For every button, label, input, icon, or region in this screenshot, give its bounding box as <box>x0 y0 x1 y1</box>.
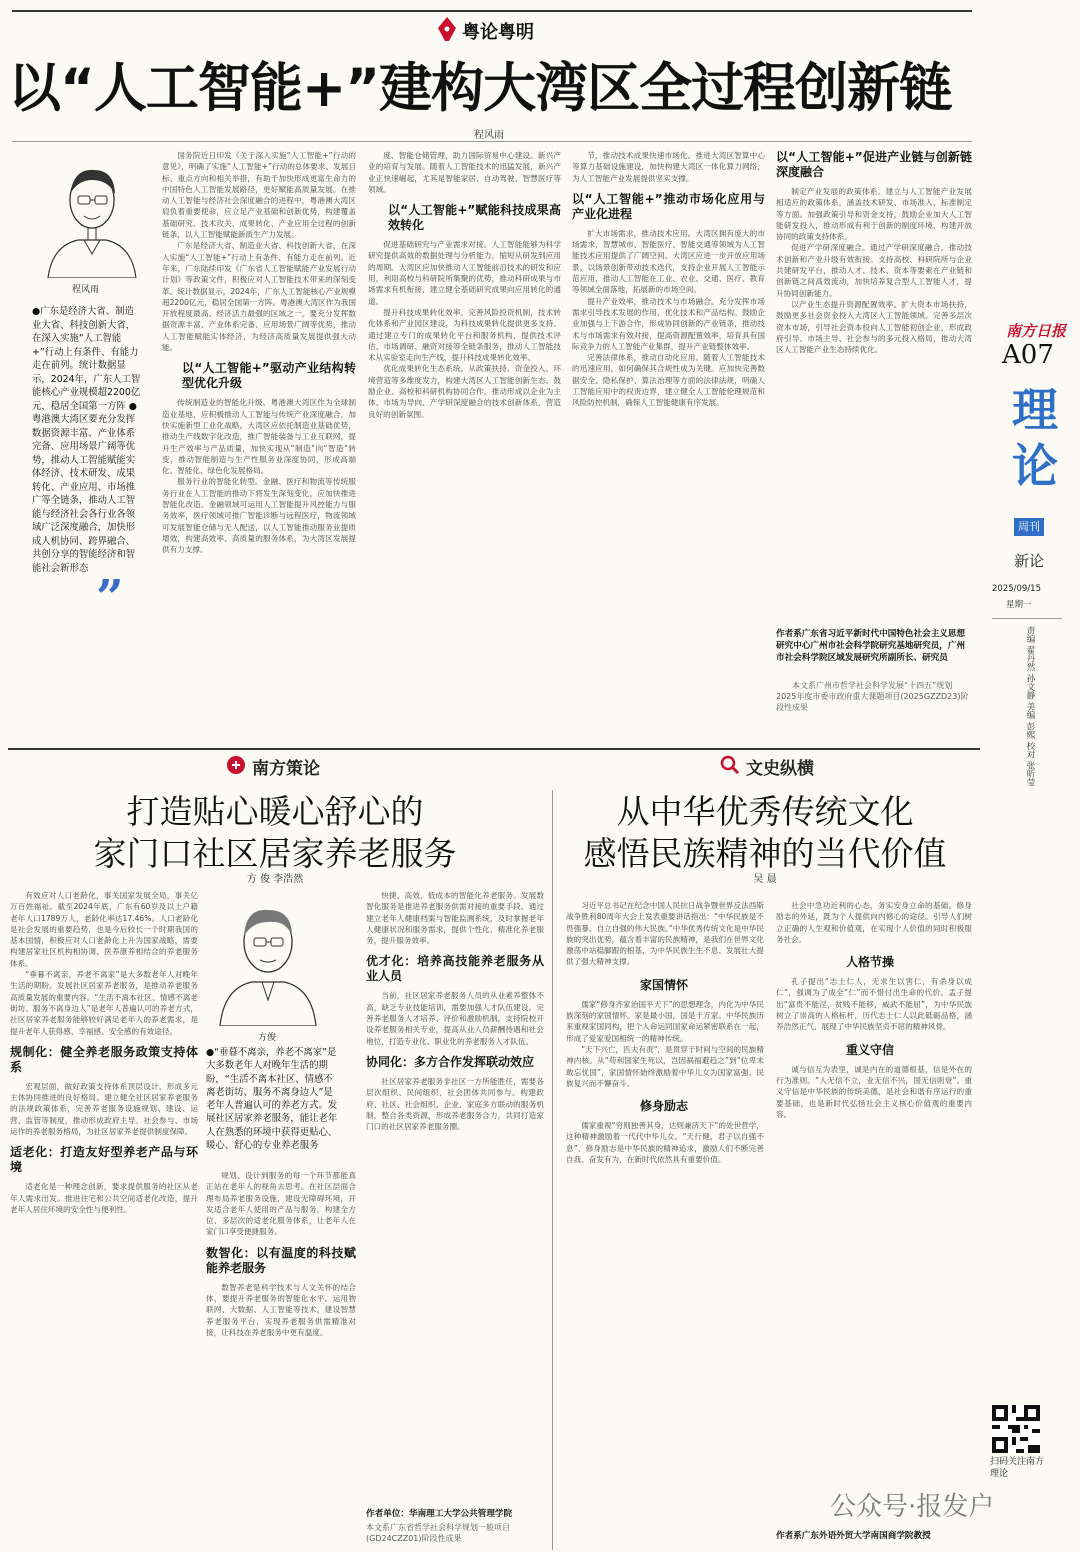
portrait-caption: 程风雨 <box>72 285 100 295</box>
article2-heading-2: 适老化：打造友好型养老产品与环境 <box>10 1145 198 1175</box>
article1-col3: 节，推动技术成果快速市场化。推进大湾区智算中心等算力基础设施建设，加快构建大湾区一体化算力网络，为人工智能产业发展提供坚实支撑。 以“人工智能+”推动市场化应用与产业化进程 扩大市场需求，推动技术应用。大湾区拥有庞大的市场需求，智慧城市、智能医疗、智能交通等领域为人工智能技术应用提供了广阔空间。 大湾区应进一步开放应用场景，以场景创新带动技术迭代，支持企业开展人工智能示范应用，推动人工智能在工业、农业、交通、医疗、教育等领域全面落地，拓展新的市场空间。 提升产业效率，推动技术与市场融合。充分发挥市场需求引导技术发展的作用，优化技术和产品结构。 鼓励企业加强与上下游合作，形成协同创新的产业链条，推动技术与市场需求有效对接，提高资源配置效率，培育具有国际竞争力的人工智能产业集群，提升产业链整体效率。 完善法律体系，推动自动化应用。随着人工智能技术的迅速应用，如何确保其合规性成为关键。 应加快完善数据安全、隐私保护、算法治理等方面的法律法规，明确人工智能应用中的权责边界，建立健全人工智能伦理规范和风险防控机制，确保人工智能健康有序发展。 <box>572 150 765 710</box>
article3-column-badge: 文史纵横 <box>720 752 860 778</box>
article2-fund-note: 本文系广东省哲学社会科学规划一般项目(GD24CZZ01)阶段性成果 <box>366 1523 510 1543</box>
side-panel <box>980 300 1076 840</box>
article3-heading-4: 重义守信 <box>846 1042 895 1057</box>
article3-byline: 吴 晨 <box>753 874 777 885</box>
article2-byline: 方 俊 李浩然 <box>246 874 304 885</box>
article2-heading-1: 规制化：健全养老服务政策支持体系 <box>10 1044 198 1074</box>
main-byline: 程风雨 <box>474 130 504 141</box>
article2-heading-4: 优才化：培养高技能养老服务从业人员 <box>366 954 544 984</box>
article2-author-note: 作者单位：华南理工大学公共管理学院 <box>366 1509 513 1519</box>
article2-heading-5: 协同化：多方合作发挥联动效应 <box>366 1054 535 1069</box>
article2-column-badge: 南方策论 <box>226 752 356 778</box>
article1-heading-2: 以“人工智能+”赋能科技成果高效转化 <box>388 203 561 233</box>
article3-heading-1: 家国情怀 <box>640 977 689 992</box>
article3-title-line2: 感悟民族精神的当代价值 <box>583 834 947 873</box>
article1-fund-note: 本文系广州市哲学社会科学发展“十四五”规划2025年度市委市政府重大课题项目(2025GZZD23)阶段性成果 <box>776 681 969 712</box>
quote-mark-icon: ” <box>96 570 124 626</box>
page-number: A07 <box>1002 340 1054 370</box>
author-portrait <box>38 150 146 278</box>
article2-col3: 快捷、高效、低成本的智能化养老服务。发展数智化服务是推进养老服务供需对接的重要手段。 通过建立老年人健康档案与智能监测系统，及时掌握老年人健康状况和服务需求，提供个性化、精准化养老服务，提升服务效率。 优才化：培养高技能养老服务从业人员 当前，社区居家养老服务人员的从业素养整体不高，缺乏专业技能培训，需要加强人才队伍建设。 完善养老服务人才培养、评价和激励机制，支持院校开设养老服务相关专业，提高从业人员薪酬待遇和社会地位，打造专业化、职业化的养老服务人才队伍。 协同化：多方合作发挥联动效应 社区居家养老服务非社区一方所能胜任，需要各层次组织、民间组织、社会团体共同参与。 构建政府、社区、社会组织、企业、家庭多方联动的服务机制，整合各类资源，形成养老服务合力，共同打造家门口的社区居家养老服务圈。 <box>366 890 544 1545</box>
search-icon <box>720 755 740 775</box>
column-name: 粤论粤明 <box>462 22 534 43</box>
qr-code[interactable] <box>992 1405 1040 1453</box>
article3-title-line1: 从中华优秀传统文化 <box>616 792 914 831</box>
article3-author-note: 作者系广东外语外贸大学南国商学院教授 <box>776 1531 931 1541</box>
pen-nib-icon <box>436 16 458 42</box>
main-summary: ●广东是经济大省、制造业大省、科技创新大省，在深入实施“人工智能+”行动上有条件、有能力走在前列。统计数据显示，2024年，广东人工智能核心产业规模超2200亿元，稳居全国第一方阵 ●粤港澳大湾区要充分发挥数据资源丰富、产业体系完备、应用场景广阔等优势，推动人工智能赋能实体经济、技术研发、成果转化、产业应用、市场推广等全链条，推动人工智能与经济社会各行业各领域广泛深度融合，加快形成人机协同、跨界融合、共创分享的智能经济和智能社会新形态 <box>32 306 141 574</box>
column-badge <box>432 14 582 44</box>
article3-heading-3: 人格节操 <box>846 955 895 970</box>
seal-icon <box>226 755 246 775</box>
article1-heading-1: 以“人工智能+”驱动产业结构转型优化升级 <box>182 361 356 391</box>
article3-col1: 习近平总书记在纪念中国人民抗日战争暨世界反法西斯战争胜利80周年大会上发表重要讲话指出：“中华民族是不畏强暴、自立自强的伟大民族。” 中华优秀传统文化是中华民族的突出优势，蕴含着丰富的民族精神，是我们在世界文化激荡中站稳脚跟的根基，为中华民族生生不息、发展壮大提供了强大精神支撑。 家国情怀 儒家“修身齐家治国平天下”的思想理念，内化为中华民族深刻的家国情怀。 家是最小国，国是千万家。中华民族历来重视家国同构，把个人命运同国家命运紧密联系在一起，形成了爱家爱国相统一的精神传统。 “天下兴亡，匹夫有责”，是贯穿于时间与空间的民族精神内核。 从“苟利国家生死以，岂因祸福避趋之”到“位卑未敢忘忧国”，家国情怀始终激励着中华儿女为国家富强、民族复兴而不懈奋斗。 修身励志 儒家重视“穷则独善其身，达则兼济天下”的处世哲学，这种精神激励着一代代中华儿女。 “天行健，君子以自强不息”，修身励志是中华民族的精神追求，激励人们不断完善自我、奋发有为，在新时代依然具有重要价值。 <box>566 900 764 1545</box>
article2-title-line2: 家门口社区居家养老服务 <box>93 834 457 873</box>
issue-date: 2025/09/15 <box>992 584 1041 594</box>
article1-col1: 国务院近日印发《关于深入实施“人工智能+”行动的意见》，明确了实施“人工智能+”行动的总体要求、发展目标、重点方向和相关举措，有助于加快形成更富生命力的中国特色人工智能发展路径，更好赋能高质量发展。 在推动人工智能与经济社会深度融合的进程中，粤港澳大湾区肩负着重要使命，应立足产业基础和创新优势，构建覆盖基础研究、技术攻关、成果转化、产业应用全过程的创新链条，以人工智能赋能新质生产力发展。 广东是经济大省、制造业大省、科技创新大省，在深入实施“人工智能+”行动上有条件、有能力走在前列。近年来，广东陆续印发《广东省人工智能赋能产业发展行动计划》等政策文件，积极应对人工智能技术带来的深刻变革。统计数据显示，2024年，广东人工智能核心产业规模超2200亿元，稳居全国第一方阵。 粤港澳大湾区作为我国开放程度最高、经济活力最强的区域之一，要充分发挥数据资源丰富、产业体系完备、应用场景广阔等优势，推动人工智能赋能实体经济，为经济高质量发展提供强大动能。 以“人工智能+”驱动产业结构转型优化升级 传统制造业的智能化升级。粤港澳大湾区作为全球制造业基地，应积极推动人工智能与传统产业深度融合，加快实施新型工业化战略。 大湾区应依托制造业基础优势，推动生产线数字化改造，推广智能装备与工业互联网，提升生产效率与产品质量，加快实现从“制造”向“智造”转变，推动智能制造与生产性服务业深度协同，形成高端化、智能化、绿色化发展格局。 服务行业的智能化转型。金融、医疗和物流等传统服务行业在人工智能的推动下将发生深刻变化，应加快推进智能化改造。 金融领域可运用人工智能提升风控能力与服务效率，医疗领域可推广智能诊断与远程医疗，物流领域可发展智能仓储与无人配送，以人工智能推动服务业提质增效，构建高效率、高质量的服务体系，为大湾区发展提供有力支撑。 <box>162 150 356 710</box>
article2-summary: ●“垂暮不离亲，养老不离家”是大多数老年人对晚年生活的期盼，“生活不离本社区、情感不离老街坊、服务不离身边人”是老年人普遍认可的养老方式。发展社区居家养老服务，能让老年人在熟悉的环境中获得更贴心、暖心、舒心的专业养老服务 <box>206 1047 338 1152</box>
weekly-badge: 周刊 <box>1014 518 1044 536</box>
article2-portrait-caption: 方俊 <box>258 1033 277 1043</box>
qr-caption: 扫码关注南方理论 <box>990 1457 1045 1479</box>
column-label: 新论 <box>1014 552 1045 570</box>
article2-title-line1: 打造贴心暖心舒心的 <box>126 792 424 831</box>
article1-col4: 以“人工智能+”促进产业链与创新链深度融合 制定产业发展的政策体系。建立与人工智能产业发展相适应的政策体系，涵盖技术研发、市场准入、标准制定等方面。 加强政策引导和资金支持，鼓励企业加大人工智能研发投入，推动形成有利于创新的制度环境，构建开放协同的政策支持体系。 促进产学研深度融合。通过产学研深度融合，推动技术创新和产业升级有效衔接。 支持高校、科研院所与企业共建研发平台，推动人才、技术、资本等要素在产业链和创新链之间高效流动，加快培养复合型人工智能人才，提升协同创新能力。 以产业生态提升资源配置效率。扩大资本市场扶持，鼓励更多社会资金投入大湾区人工智能领域。 完善多层次资本市场，引导社会资本投向人工智能初创企业，形成政府引导、市场主导、社会参与的多元投入格局，推动大湾区人工智能产业生态持续优化。 <box>776 150 972 630</box>
watermark: 公众号·报发户 <box>830 1492 995 1522</box>
article1-heading-3: 以“人工智能+”推动市场化应用与产业化进程 <box>572 191 765 221</box>
article1-col2: 度、智能仓储管理，助力国际贸易中心建设。新兴产业的培育与发展。随着人工智能技术的迅猛发展，新兴产业正快速崛起，尤其是智能家居、自动驾驶、智慧医疗等领域。 以“人工智能+”赋能科技成果高效转化 促进基础研究与产业需求对接。人工智能能够为科学研究提供高效的数据处理与分析能力，缩短从研发到应用的周期。 大湾区应加快推动人工智能前沿技术的研发和应用，利用高校与科研院所集聚的优势，推动科研成果与市场需求有机衔接，建立健全基础研究成果向应用转化的通道。 提升科技成果转化效率。完善风险投资机制，技术转化体系和产业园区建设，为科技成果转化提供更多支持。 通过建立专门的成果转化平台和服务机构，提供技术评估、市场调研、融资对接等全链条服务，推动人工智能技术从实验室走向生产线，提升科技成果转化效率。 优化成果转化生态系统。从政策扶持、资金投入、环境营造等多维度发力，构建大湾区人工智能创新生态。 鼓励企业、高校和科研机构协同合作，推动形成以企业为主体、市场为导向、产学研深度融合的技术创新体系，营造良好的创新氛围。 <box>368 150 561 710</box>
newspaper-logo: 南方日报 <box>1006 322 1067 340</box>
article3-col2: 社会中急功近利的心态，务实安身立命的基础。修身励志的外延，既为个人提供向内修心的途径。 引导人们树立正确的人生观和价值观，在实现个人价值的同时积极服务社会。 人格节操 孔子提出“志士仁人，无求生以害仁，有杀身以成仁”，强调为了成全“仁”而不惜付出生命的代价。 孟子提出“富贵不能淫，贫贱不能移，威武不能屈”，为中华民族树立了崇高的人格标杆，历代志士仁人以此砥砺品格，涵养浩然正气，展现了中华民族坚贞不屈的精神风骨。 重义守信 诚与信互为表里，诚是内在的道德根基，信是外在的行为准则。 “人无信不立，业无信不兴，国无信则衰”。重义守信是中华民族的传统美德，是社会和谐有序运行的重要基础，也是新时代弘扬社会主义核心价值观的重要内容。 <box>776 900 972 1520</box>
main-headline: 以“人工智能+”建构大湾区全过程创新链 <box>8 58 952 119</box>
article1-heading-4: 以“人工智能+”促进产业链与创新链深度融合 <box>776 150 972 179</box>
article2-col2-lower: 规划、设计到服务的每一个环节都能真正站在老年人的视角去思考。 在社区层面合理布局养老服务设施，建设无障碍环境，开发适合老年人使用的产品与服务，构建全方位、多层次的适老化服务体系，让老年人在家门口享受便捷服务。 数智化：以有温度的科技赋能养老服务 数智养老是科学技术与人文关怀的结合体，要提升养老服务的智能化水平。 运用物联网、大数据、人工智能等技术，建设智慧养老服务平台，实现养老服务供需精准对接，让科技在养老服务中更有温度。 <box>206 1170 356 1545</box>
issue-weekday: 星期一 <box>1006 600 1032 610</box>
article3-heading-2: 修身励志 <box>640 1099 689 1114</box>
article2-heading-3: 数智化：以有温度的科技赋能养老服务 <box>206 1245 356 1275</box>
section-title: 理论 <box>1012 383 1058 493</box>
article2-portrait <box>214 888 322 1026</box>
article2-col1: 有效应对人口老龄化，事关国家发展全局，事关亿万百姓福祉。截至2024年底，广东有60岁及以上户籍老年人口1789万人，老龄化率达17.46%。 人口老龄化是社会发展的重要趋势，也是今后较长一个时期我国的基本国情，积极应对人口老龄化上升为国家战略，需要构建居家社区机构相协调、医养康养相结合的养老服务体系。 “垂暮不离亲，养老不离家”是大多数老年人对晚年生活的期盼。发展社区居家养老服务，是推动养老服务高质量发展的重要内容。 “生活不离本社区、情感不离老街坊、服务不离身边人”是老年人普遍认可的养老方式，社区居家养老服务能够较好满足老年人的养老需求，是提升老年人获得感、幸福感、安全感的有效途径。 规制化：健全养老服务政策支持体系 宏观层面，做好政策支持体系顶层设计，形成多元主体协同推进的良好格局。 建立健全社区居家养老服务的法规政策体系，完善养老服务设施规划、建设、运营、监管等制度，推动形成政府主导、社会参与、市场运作的养老服务格局，为社区居家养老提供制度保障。 适老化：打造友好型养老产品与环境 适老化是一种理念创新，要求提供服务的社区从老年人需求出发。 推进住宅和公共空间适老化改造，提升老年人居住环境的安全性与便利性。 <box>10 890 198 1545</box>
article1-author-note: 作者系广东省习近平新时代中国特色社会主义思想研究中心广州市社会科学院研究基地研究员，广州市社会科学院区域发展研究所副所长、研究员 <box>776 629 966 663</box>
editor-credits: 责编 翟丹然 孙文静 美编 彭熙 校对 张昕莹 <box>1025 626 1035 787</box>
